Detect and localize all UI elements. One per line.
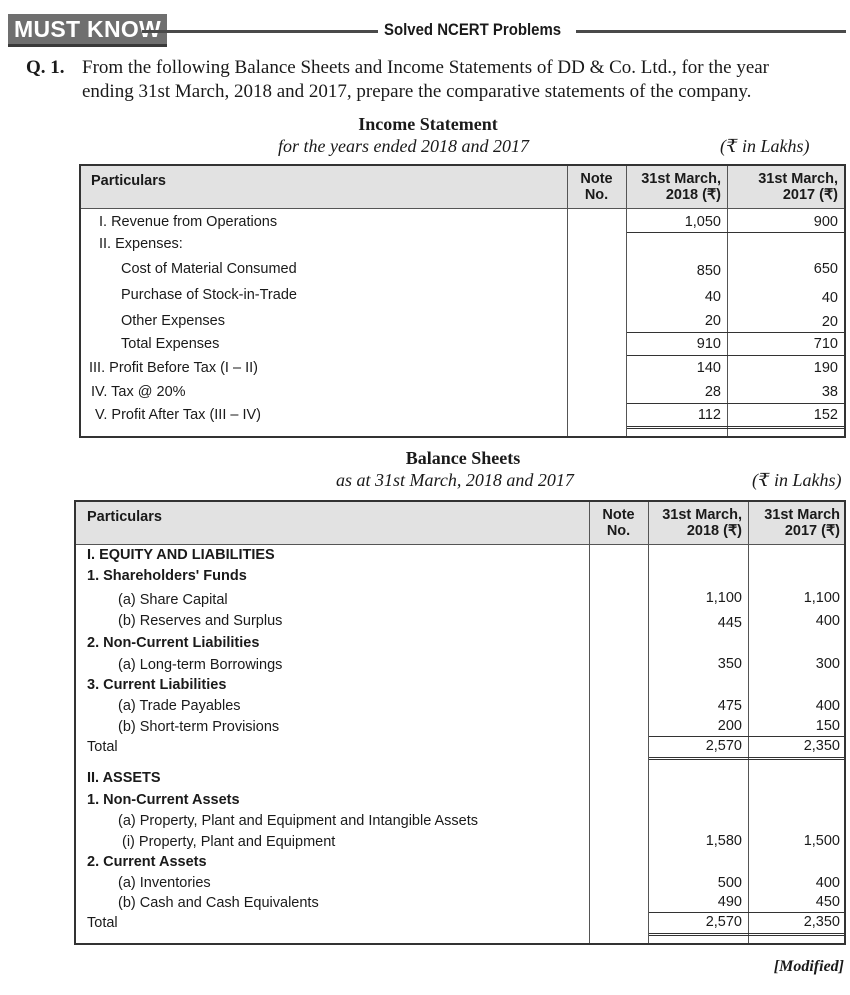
row-value-2018: 200 [717,718,742,734]
balance-sheets-table [74,500,846,945]
header-2017: 31st March 2017 (₹) [764,507,840,539]
row-value-2018: 20 [704,313,721,329]
row-value-2017: 20 [821,314,838,330]
row-value-2017: 38 [821,384,838,400]
row-label: Total [87,915,118,931]
row-value-2018: 1,580 [705,833,742,849]
balance-sheets-subtitle: as at 31st March, 2018 and 2017 [336,470,574,490]
row-value-2018: 350 [717,656,742,672]
row-value-2017: 2,350 [803,914,840,930]
row-value-2017: 190 [813,360,838,376]
row-label: (a) Share Capital [118,592,228,608]
income-statement-unit: (₹ in Lakhs) [720,136,810,156]
header-note-no: Note No. [580,171,613,203]
row-label: Cost of Material Consumed [121,261,297,277]
row-value-2018: 910 [696,336,721,352]
row-value-2018: 850 [696,263,721,279]
row-label: (a) Inventories [118,875,211,891]
row-value-2017: 152 [813,407,838,423]
row-value-2018: 445 [717,615,742,631]
row-label: Total Expenses [121,336,220,352]
row-value-2018: 2,570 [705,738,742,754]
row-label: (b) Cash and Cash Equivalents [118,895,319,911]
row-label: Purchase of Stock-in-Trade [121,287,297,303]
row-value-2018: 112 [697,407,721,423]
banner-rule-left [142,30,378,33]
income-statement-table [79,164,846,438]
row-value-2017: 400 [815,875,840,891]
header-2018: 31st March, 2018 (₹) [662,507,742,539]
row-value-2017: 400 [815,613,840,629]
row-label: II. Expenses: [99,236,183,252]
row-label: 3. Current Liabilities [87,677,227,693]
row-value-2017: 40 [821,290,838,306]
banner-title: Solved NCERT Problems [384,20,562,39]
row-label: (b) Reserves and Surplus [118,613,283,629]
row-value-2018: 2,570 [705,914,742,930]
row-value-2017: 400 [815,698,840,714]
row-label: Other Expenses [121,313,225,329]
row-value-2018: 475 [717,698,742,714]
header-note-no: Note No. [602,507,635,539]
row-value-2018: 40 [704,289,721,305]
row-value-2018: 28 [704,384,721,400]
row-value-2017: 1,500 [803,833,840,849]
row-value-2017: 1,100 [803,590,840,606]
balance-sheets-title: Balance Sheets [405,448,521,468]
row-label: I. EQUITY AND LIABILITIES [87,547,275,563]
row-label: (b) Short-term Provisions [118,719,280,735]
header-2017: 31st March, 2017 (₹) [758,171,838,203]
income-statement-subtitle: for the years ended 2018 and 2017 [278,136,529,156]
row-label: 1. Shareholders' Funds [87,568,247,584]
row-label: V. Profit After Tax (III – IV) [95,407,262,423]
section-banner [8,14,846,48]
row-value-2018: 140 [696,360,721,376]
question-number: Q. 1. [26,57,65,78]
row-label: (a) Trade Payables [118,698,241,714]
row-label: 1. Non-Current Assets [87,792,240,808]
row-value-2017: 450 [815,894,840,910]
banner-rule-right [576,30,846,33]
row-value-2017: 150 [815,718,840,734]
row-label: IV. Tax @ 20% [91,384,186,400]
header-particulars: Particulars [87,509,162,525]
header-particulars: Particulars [91,173,166,189]
row-value-2017: 900 [813,214,838,230]
income-statement-title: Income Statement [358,114,498,134]
row-label: Total [87,739,118,755]
row-label: II. ASSETS [87,770,161,786]
row-value-2017: 2,350 [803,738,840,754]
row-label: I. Revenue from Operations [99,214,278,230]
row-label: 2. Current Assets [87,854,207,870]
header-2018: 31st March, 2018 (₹) [641,171,721,203]
row-label: (a) Property, Plant and Equipment and Intangible Assets [118,813,479,829]
row-value-2018: 1,100 [705,590,742,606]
question-line-2: ending 31st March, 2018 and 2017, prepare the comparative statements of the company. [82,81,752,102]
row-value-2018: 490 [717,894,742,910]
row-value-2018: 500 [717,875,742,891]
question-line-1: From the following Balance Sheets and Income Statements of DD & Co. Ltd., for the year [82,57,770,78]
row-label: (a) Long-term Borrowings [118,657,283,673]
question-text [82,56,848,104]
row-label: III. Profit Before Tax (I – II) [89,360,258,376]
row-value-2018: 1,050 [684,214,721,230]
row-label: (i) Property, Plant and Equipment [122,834,336,850]
balance-sheets-unit: (₹ in Lakhs) [752,470,842,490]
row-value-2017: 650 [813,261,838,277]
row-value-2017: 710 [813,336,838,352]
row-label: 2. Non-Current Liabilities [87,635,260,651]
must-know-tag: MUST KNOW [8,14,167,47]
modified-note: [Modified] [773,958,844,975]
row-value-2017: 300 [815,656,840,672]
